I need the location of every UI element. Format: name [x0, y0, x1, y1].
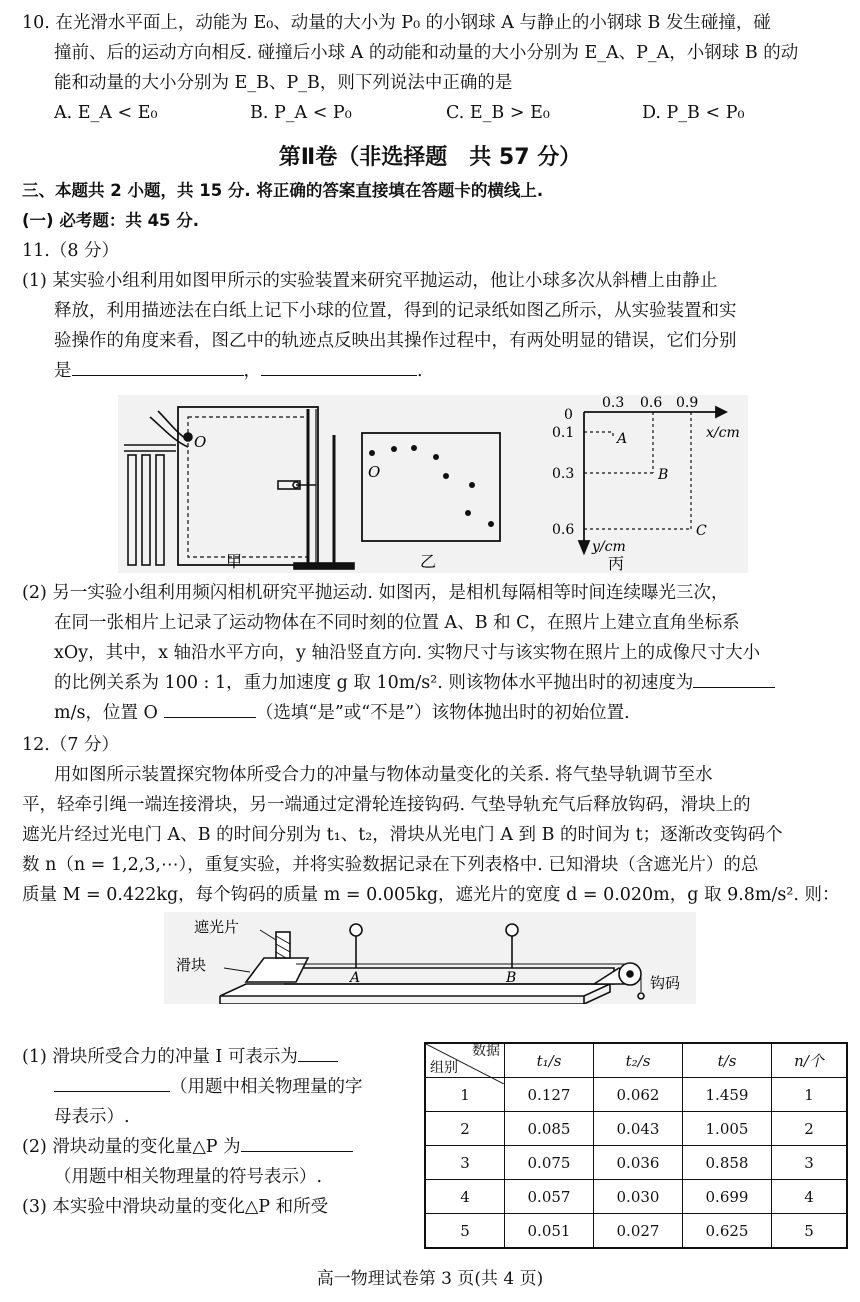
figure-yi-o-label: O — [368, 463, 381, 481]
table-cell: 0.043 — [594, 1112, 683, 1146]
table-header-n: n/个 — [772, 1043, 848, 1078]
q12-sub-questions — [22, 1042, 402, 1222]
table-row — [425, 1214, 847, 1249]
figure-bing-x-tick-3: 0.9 — [676, 395, 699, 411]
corner-top-label: 数据 — [472, 1043, 500, 1059]
table-row — [425, 1146, 847, 1180]
table-row — [425, 1180, 847, 1214]
table-cell: 0.085 — [505, 1112, 594, 1146]
table-cell: 1.459 — [683, 1078, 772, 1112]
table-cell: 5 — [425, 1214, 505, 1249]
corner-bottom-label: 组别 — [430, 1060, 458, 1076]
q11-p2-line-1: (2) 另一实验小组利用频闪相机研究平抛运动. 如图丙，是相机每隔相等时间连续曝光三次， — [22, 583, 729, 603]
q11-answer-blank-1[interactable] — [72, 357, 244, 376]
table-cell: 2 — [425, 1112, 505, 1146]
q10-option-a[interactable]: A. E_A < E₀ — [54, 103, 158, 123]
table-cell: 0.027 — [594, 1214, 683, 1249]
q11-p1-line-1: (1) 某实验小组利用如图甲所示的实验装置来研究平抛运动，他让小球多次从斜槽上由静止 — [22, 271, 718, 291]
q11-p1-end: . — [417, 361, 423, 381]
q11-figures — [118, 395, 748, 573]
q11-p1-line-4 — [22, 356, 842, 386]
q12-sub-2-text: (2) 滑块动量的变化量△P 为 — [22, 1137, 241, 1157]
section-3-intro: 三、本题共 2 小题，共 15 分. 将正确的答案直接填在答题卡的横线上. — [22, 181, 544, 200]
q12-sub-3-line-1: (3) 本实验中滑块动量的变化△P 和所受 — [22, 1197, 329, 1217]
figure-yi-label: 乙 — [420, 552, 437, 571]
q12-momentum-blank[interactable] — [241, 1133, 353, 1152]
part-2-heading: 第Ⅱ卷（非选择题 共 57 分） — [278, 145, 582, 170]
table-header-t1: t₁/s — [505, 1043, 594, 1078]
q11-p2-line-3: xOy，其中，x 轴沿水平方向，y 轴沿竖直方向. 实物尺寸与该实物在照片上的成像尺寸大小 — [54, 643, 761, 663]
figure-background — [118, 395, 748, 573]
q12-line-2: 平，轻牵引绳一端连接滑块，另一端通过定滑轮连接钩码. 气垫导轨充气后释放钩码，滑块上的 — [22, 795, 751, 815]
q12-sub-1-line-1 — [22, 1042, 402, 1072]
q12-impulse-blank-b[interactable] — [54, 1073, 170, 1092]
table-cell: 4 — [772, 1180, 848, 1214]
weight-label: 钩码 — [650, 974, 681, 992]
figure-bing-x-tick-2: 0.6 — [640, 395, 663, 411]
figure-bing-x-tick-1: 0.3 — [602, 395, 625, 411]
table-header-t2: t₂/s — [594, 1043, 683, 1078]
q12-sub-2-line-1 — [22, 1132, 402, 1162]
q10-line-3: 能和动量的大小分别为 E_B、P_B，则下列说法中正确的是 — [54, 73, 513, 93]
figure-bing-origin: 0 — [564, 407, 573, 423]
question-11 — [22, 236, 842, 386]
q12-data-table — [424, 1042, 848, 1249]
figure-jia-o-label: O — [194, 433, 207, 451]
figure-jia-label: 甲 — [226, 552, 243, 571]
figure-bing-y-tick-1: 0.1 — [552, 425, 575, 441]
q12-line-4: 数 n（n = 1,2,3,⋯），重复实验，并将实验数据记录在下列表格中. 已知滑块（含遮光片）的总 — [22, 855, 759, 875]
page-footer: 高一物理试卷第 3 页(共 4 页) — [316, 1269, 544, 1289]
table-header-row — [425, 1043, 847, 1078]
table-cell: 5 — [772, 1214, 848, 1249]
table-cell: 0.858 — [683, 1146, 772, 1180]
q12-line-3: 遮光片经过光电门 A、B 的时间分别为 t₁、t₂，滑块从光电门 A 到 B 的时间为 t；逐渐改变钩码个 — [22, 825, 783, 845]
q11-origin-blank[interactable] — [164, 699, 256, 718]
figure-bing-point-c: C — [696, 523, 707, 539]
q11-p1-sep: ， — [243, 361, 261, 381]
q11-p2-line-5-b: （选填“是”或“不是”）该物体抛出时的初始位置. — [255, 703, 630, 723]
required-part-label: (一) 必考题：共 45 分. — [22, 211, 200, 230]
q11-p1-line-2: 释放，利用描迹法在白纸上记下小球的位置，得到的记录纸如图乙所示，从实验装置和实 — [54, 301, 737, 321]
table-cell: 0.699 — [683, 1180, 772, 1214]
question-12 — [22, 730, 842, 910]
q12-line-5: 质量 M = 0.422kg，每个钩码的质量 m = 0.005kg，遮光片的宽度 d = 0.020m，g 取 9.8m/s². 则： — [22, 885, 840, 905]
q10-line-2: 撞前、后的运动方向相反. 碰撞后小球 A 的动能和动量的大小分别为 E_A、P_A，小钢球 B 的动 — [54, 43, 799, 63]
question-10 — [22, 8, 842, 128]
table-cell: 1 — [425, 1078, 505, 1112]
slider-label: 滑块 — [176, 956, 207, 974]
gate-a-label: A — [350, 970, 361, 986]
figure-bing-y-axis-label: y/cm — [592, 539, 626, 555]
q12-header: 12.（7 分） — [22, 735, 120, 755]
q12-impulse-blank-a[interactable] — [298, 1043, 338, 1062]
q12-sub-1-text-b: （用题中相关物理量的字 — [170, 1077, 363, 1097]
table-cell: 1.005 — [683, 1112, 772, 1146]
q11-header: 11.（8 分） — [22, 241, 120, 261]
table-cell: 0.036 — [594, 1146, 683, 1180]
table-cell: 2 — [772, 1112, 848, 1146]
q11-p2-line-5-a: m/s，位置 O — [54, 703, 158, 723]
figure-bing-point-a: A — [617, 431, 628, 447]
q12-sub-1-text: (1) 滑块所受合力的冲量 I 可表示为 — [22, 1047, 298, 1067]
table-cell: 0.625 — [683, 1214, 772, 1249]
figure-bing-y-tick-3: 0.6 — [552, 522, 575, 538]
figure-bing-point-b: B — [658, 467, 669, 483]
q10-option-b[interactable]: B. P_A < P₀ — [250, 103, 352, 123]
table-cell: 4 — [425, 1180, 505, 1214]
table-cell: 0.057 — [505, 1180, 594, 1214]
shade-plate-label: 遮光片 — [194, 918, 240, 936]
table-row — [425, 1112, 847, 1146]
q10-line-1: 10. 在光滑水平面上，动能为 E₀、动量的大小为 P₀ 的小钢球 A 与静止的小钢球 B 发生碰撞，碰 — [22, 13, 771, 33]
table-cell: 0.030 — [594, 1180, 683, 1214]
figure-bing-label: 丙 — [608, 554, 625, 573]
q11-answer-blank-2[interactable] — [261, 357, 417, 376]
q12-sub-2-line-2: （用题中相关物理量的符号表示）. — [54, 1167, 323, 1187]
figure-bing-x-axis-label: x/cm — [706, 425, 740, 441]
table-cell: 0.051 — [505, 1214, 594, 1249]
q11-p2-line-4-text: 的比例关系为 100 : 1，重力加速度 g 取 10m/s². 则该物体水平抛出时的初速度为 — [54, 673, 694, 693]
table-cell: 0.127 — [505, 1078, 594, 1112]
q11-p2-line-2: 在同一张相片上记录了运动物体在不同时刻的位置 A、B 和 C，在照片上建立直角坐标系 — [54, 613, 740, 633]
q11-velocity-blank[interactable] — [693, 669, 775, 688]
q10-option-d[interactable]: D. P_B < P₀ — [642, 103, 745, 123]
q11-p1-line-3: 验操作的角度来看，图乙中的轨迹点反映出其操作过程中，有两处明显的错误，它们分别 — [54, 331, 737, 351]
q10-options — [22, 98, 842, 128]
table-corner-cell — [425, 1043, 505, 1078]
q11-p2-line-5 — [22, 698, 842, 728]
table-cell: 0.075 — [505, 1146, 594, 1180]
q11-part-2 — [22, 578, 842, 728]
q12-air-track-figure — [164, 912, 696, 1004]
q11-p2-line-4 — [22, 668, 842, 698]
table-cell: 3 — [772, 1146, 848, 1180]
q12-sub-1-line-3: 母表示）. — [54, 1107, 130, 1127]
table-cell: 3 — [425, 1146, 505, 1180]
q12-sub-1-line-2 — [22, 1072, 402, 1102]
table-cell: 0.062 — [594, 1078, 683, 1112]
table-cell: 1 — [772, 1078, 848, 1112]
q10-option-c[interactable]: C. E_B > E₀ — [446, 103, 550, 123]
gate-b-label: B — [506, 970, 517, 986]
figure-bing-y-tick-2: 0.3 — [552, 466, 575, 482]
q11-p1-shi: 是 — [54, 361, 72, 381]
table-header-t: t/s — [683, 1043, 772, 1078]
q12-line-1: 用如图所示装置探究物体所受合力的冲量与物体动量变化的关系. 将气垫导轨调节至水 — [54, 765, 713, 785]
